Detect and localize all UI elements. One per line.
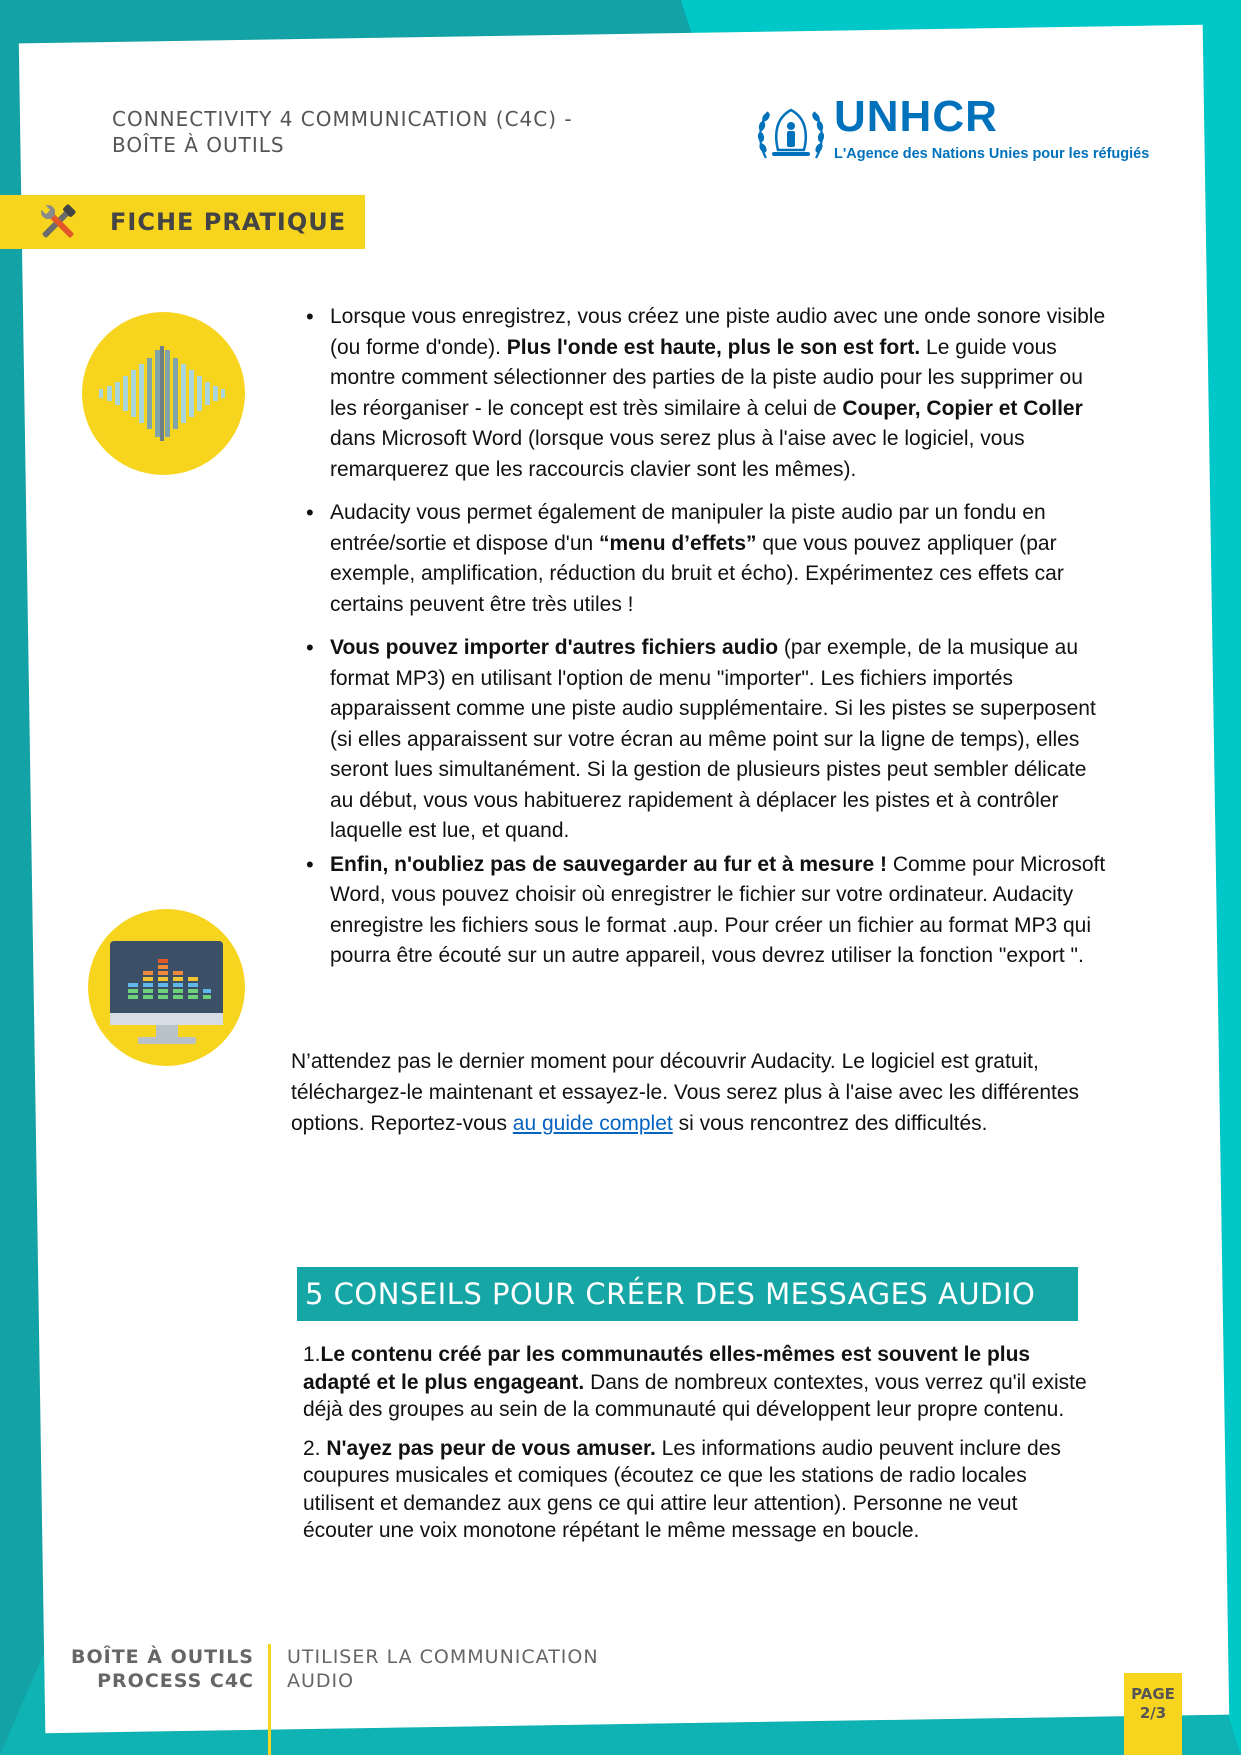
bullet-text: Lorsque vous enregistrez, vous créez une piste audio avec une onde sonore visible (ou forme d'onde). (330, 305, 1106, 359)
bullet-bold-text: Plus l'onde est haute, plus le son est fort. (506, 335, 921, 359)
footer-right-line1: UTILISER LA COMMUNICATION (287, 1646, 599, 1668)
tip-item-1 (303, 1341, 1093, 1424)
bullet-bold-text: “menu d’effets” (599, 531, 757, 555)
monitor-equalizer-icon (88, 909, 245, 1066)
unhcr-logo-subtitle: L'Agence des Nations Unies pour les réfugiés (834, 146, 1150, 162)
fiche-pratique-band (0, 195, 365, 249)
bullet-text: Comme pour Microsoft Word, vous pouvez choisir où enregistrer le fichier sur votre ordinateur. Audacity enregistre les fichiers sous le format .aup. Pour créer un fichier au format MP3 qui pourra être écouté sur un autre appareil, vous devrez utiliser la fonction "export ". (330, 852, 1106, 967)
bullet-text: que vous pouvez appliquer (par exemple, amplification, réduction du bruit et écho). Expérimentez ces effets car certains peuvent être très utiles ! (330, 531, 1064, 616)
tip-number: 1. (303, 1343, 321, 1366)
bullet-item-import (306, 633, 1106, 847)
page-number: 2/3 (1139, 1704, 1167, 1722)
section-header-bar (297, 1267, 1078, 1321)
bullet-text: (par exemple, de la musique au format MP3) en utilisant l'option de menu "importer". Les fichiers importés apparaissent comme une piste audio supplémentaire. Si les pistes se superposent (si elles apparaissent sur votre écran au même point sur la ligne de temps), elles seront lues simultanément. Si la gestion de plusieurs pistes peut sembler délicate au début, vous vous habituerez rapidement à déplacer les pistes et à contrôler laquelle est lue, et quand. (330, 636, 1096, 842)
tip-item-2 (303, 1435, 1093, 1545)
unhcr-logo-word: UNHCR (834, 92, 998, 141)
unhcr-logo (756, 92, 1150, 170)
tip-text: Dans de nombreux contextes, vous verrez qu'il existe déjà des groupes au sein de la communauté qui développent leur propre contenu. (303, 1370, 1087, 1421)
bullet-item-save (306, 850, 1106, 972)
header-title-line2: BOÎTE À OUTILS (112, 133, 285, 157)
tip-number: 2. (303, 1436, 327, 1460)
bullet-bold-text: Vous pouvez importer d'autres fichiers audio (330, 636, 779, 659)
closing-text: N’attendez pas le dernier moment pour découvrir Audacity. Le logiciel est gratuit, téléchargez-le maintenant et essayez-le. Vous serez plus à l'aise avec les différentes options. Reportez-vous (291, 1050, 1080, 1135)
footer-toolbox-label (60, 1645, 254, 1693)
bullet-item-effects (306, 498, 1106, 620)
footer-topic-label (287, 1645, 687, 1693)
bullet-bold-text: Enfin, n'oubliez pas de sauvegarder au fur et à mesure ! (330, 852, 887, 876)
bullet-text: Le guide vous montre comment sélectionner des parties de la piste audio pour les supprimer ou les réorganiser - le concept est très similaire à celui de (330, 335, 1083, 420)
closing-paragraph (291, 1046, 1121, 1139)
tips-bullet-list (306, 302, 1106, 985)
tip-bold-text: Le contenu créé par les communautés elles-mêmes est souvent le plus adapté et le plus engageant. (303, 1343, 1031, 1394)
footer-left-line1: BOÎTE À OUTILS (71, 1646, 254, 1668)
tip-bold-text: N'ayez pas peur de vous amuser. (326, 1436, 656, 1460)
fiche-pratique-label: FICHE PRATIQUE (110, 208, 347, 236)
page-number-badge (1124, 1673, 1182, 1755)
unhcr-emblem-icon (756, 104, 826, 166)
bullet-item-waveform (306, 302, 1106, 485)
tip-text: Les informations audio peuvent inclure des coupures musicales et comiques (écoutez ce que les stations de radio locales utilisent et demandez aux gens ce qui attire leur attention). Personne ne veut écouter une voix monotone répétant le même message en boucle. (303, 1436, 1061, 1542)
bullet-bold-text: Couper, Copier et Coller (842, 396, 1083, 420)
footer-left-line2: PROCESS C4C (97, 1670, 254, 1692)
document-header-title (112, 106, 632, 158)
closing-text: si vous rencontrez des difficultés. (672, 1112, 988, 1135)
bullet-text: dans Microsoft Word (lorsque vous serez plus à l'aise avec le logiciel, vous remarquerez que les raccourcis clavier sont les mêmes). (330, 427, 1025, 481)
audio-waveform-illustration (82, 312, 245, 475)
header-title-line1: CONNECTIVITY 4 COMMUNICATION (C4C) - (112, 107, 573, 131)
full-guide-link[interactable]: au guide complet (512, 1112, 673, 1135)
bullet-text: Audacity vous permet également de manipuler la piste audio par un fondu en entrée/sortie et dispose d'un (330, 501, 1046, 555)
tools-icon (34, 200, 82, 244)
equalizer-monitor-illustration (88, 909, 245, 1066)
footer-divider (268, 1644, 271, 1755)
waveform-icon (82, 312, 245, 475)
footer-right-line2: AUDIO (287, 1670, 355, 1692)
audio-tips-list (303, 1341, 1093, 1556)
section-title: 5 CONSEILS POUR CRÉER DES MESSAGES AUDIO (305, 1277, 1036, 1311)
page-label: PAGE (1131, 1685, 1175, 1703)
